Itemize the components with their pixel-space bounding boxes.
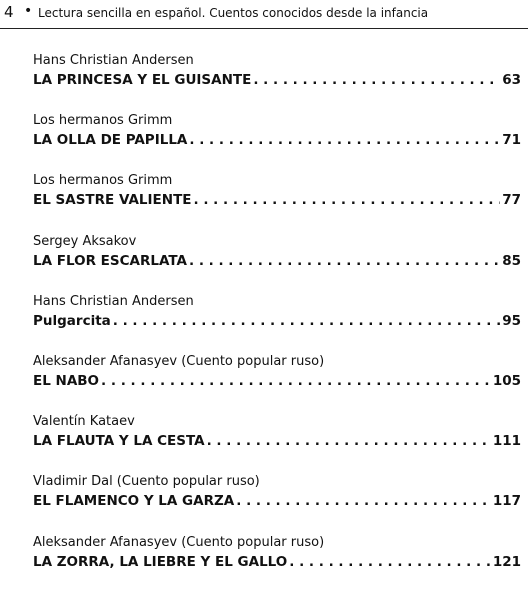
toc-author: Sergey Aksakov [33,233,137,249]
toc-title: LA OLLA DE PAPILLA [33,132,188,149]
toc-title-line [33,552,521,572]
toc-author: Hans Christian Andersen [33,53,194,68]
toc-page-number: 77 [502,192,521,209]
toc-author: Aleksander Afanasyev (Cuento popular ruso) [33,353,325,369]
toc-entry[interactable] [33,172,521,232]
toc-title-line [33,251,521,271]
header-rule [0,28,528,29]
toc-leader-dots [189,130,500,150]
toc-title: LA FLAUTA Y LA CESTA [33,433,205,450]
page-number: 4 [4,3,14,21]
toc-leader-dots [113,311,500,331]
toc-page-number: 105 [492,372,521,389]
toc-entry[interactable] [33,52,521,112]
toc-page-number: 111 [492,433,521,450]
toc-title-line [33,371,521,391]
toc-title: EL SASTRE VALIENTE [33,192,192,209]
toc-title: LA FLOR ESCARLATA [33,252,187,269]
toc-entry[interactable] [33,534,521,594]
toc-page-number: 71 [502,132,521,149]
toc-title-line [33,431,521,451]
toc-page-number: 95 [502,312,521,329]
toc-leader-dots [289,552,491,572]
toc-leader-dots [236,491,491,511]
header-bullet: • [24,3,33,19]
toc-page-number: 117 [492,493,521,510]
toc-title: LA ZORRA, LA LIEBRE Y EL GALLO [33,553,288,570]
toc-title-line [33,70,521,90]
toc-leader-dots [189,251,500,271]
toc-title-line [33,190,521,210]
toc-title-line [33,491,521,511]
toc-entry[interactable] [33,112,521,172]
toc-author: Vladimir Dal (Cuento popular ruso) [33,474,260,490]
toc-entry[interactable] [33,293,521,353]
toc-page-number: 121 [492,553,521,570]
toc-entry[interactable] [33,353,521,413]
table-of-contents [33,52,521,594]
toc-title: LA PRINCESA Y EL GUISANTE [33,72,252,88]
toc-entry[interactable] [33,413,521,473]
toc-title-line [33,311,521,331]
toc-title: EL NABO [33,372,100,389]
toc-leader-dots [207,431,491,451]
toc-title: Pulgarcita [33,312,111,329]
toc-title: EL FLAMENCO Y LA GARZA [33,493,235,510]
page-header [0,0,528,30]
toc-entry[interactable] [33,233,521,293]
running-title: Lectura sencilla en español. Cuentos conocidos desde la infancia [38,6,429,20]
toc-entry[interactable] [33,473,521,533]
toc-leader-dots [253,70,500,90]
toc-author: Aleksander Afanasyev (Cuento popular ruso) [33,534,325,550]
toc-page-number: 85 [502,252,521,269]
toc-page-number: 63 [502,72,521,88]
toc-author: Valentín Kataev [33,414,135,430]
toc-author: Los hermanos Grimm [33,113,173,129]
toc-leader-dots [101,371,491,391]
toc-leader-dots [194,190,501,210]
toc-author: Hans Christian Andersen [33,293,194,309]
toc-author: Los hermanos Grimm [33,173,173,189]
toc-title-line [33,130,521,150]
